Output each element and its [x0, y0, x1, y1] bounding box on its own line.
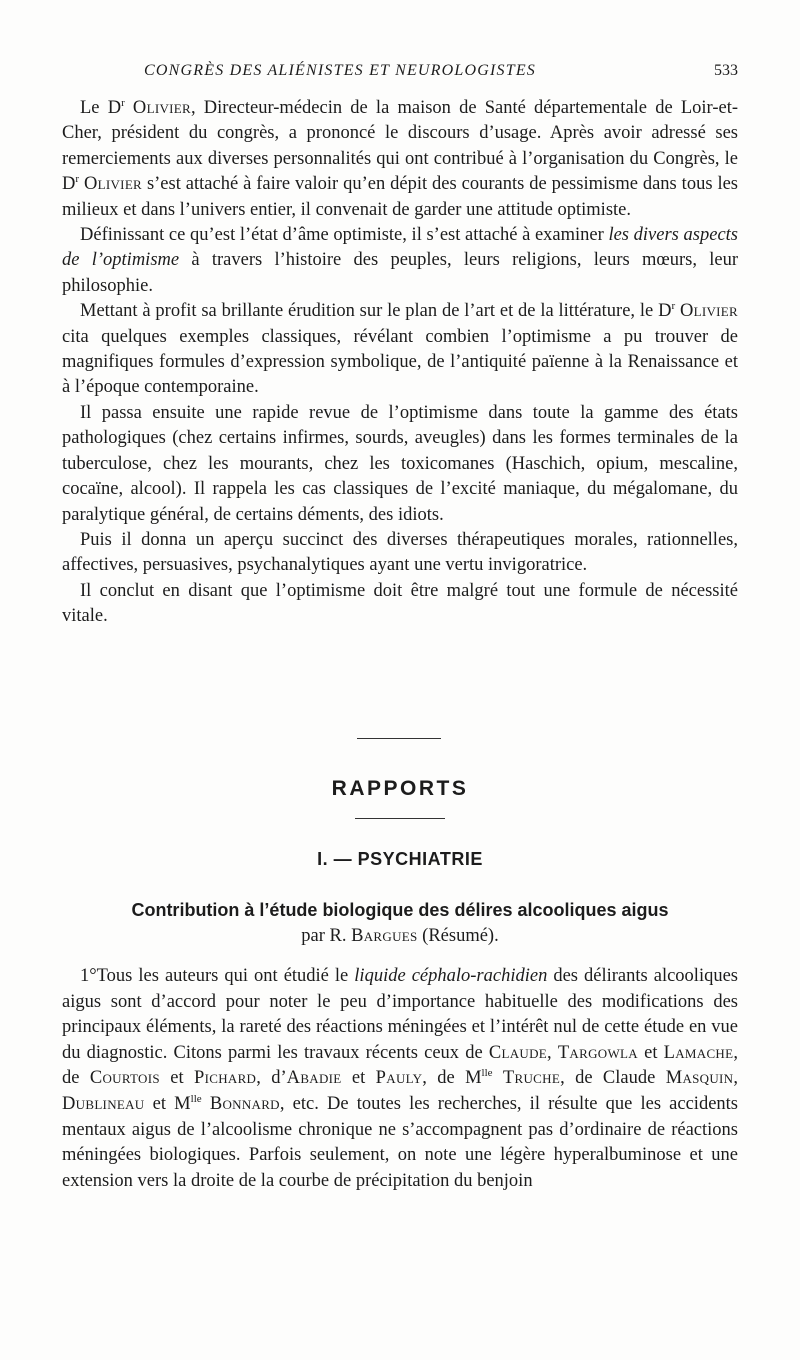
superscript: lle	[481, 1067, 493, 1080]
text-run: , etc. De toutes les recherches, il résulte que les accidents mentaux aigus de l’alcoolisme chronique ne s’accompagnent pas d’ordinaire de réactions méningées biologiques. Parfois seulement, on note une légère hyperalbuminose et une extension vers la droite de la courbe de précipitation du benjoin	[62, 1093, 739, 1191]
subsection-heading: I. — PSYCHIATRIE	[317, 849, 483, 869]
italic-text: les divers aspects de l’optimisme	[62, 225, 738, 271]
text-run: s’est attaché à faire valoir qu’en dépit des courants de pessimisme dans tous les milieux et dans l’univers entier, il convenait de garder une attitude optimiste.	[62, 174, 738, 220]
text-run: et	[637, 1042, 664, 1063]
text-run: à travers l’histoire des peuples, leurs religions, leurs mœurs, leur philosophie.	[62, 250, 739, 296]
running-head	[62, 62, 738, 86]
text-run: 1°Tous les auteurs qui ont étudié le	[80, 966, 355, 986]
paragraph	[62, 96, 738, 223]
paragraph	[62, 528, 738, 579]
paragraph	[62, 964, 738, 1194]
italic-text: liquide céphalo-rachidien	[354, 966, 548, 986]
text-run: ,	[547, 1042, 558, 1063]
superscript: r	[75, 173, 80, 186]
text-run: Il passa ensuite une rapide revue de l’optimisme dans toute la gamme des états pathologiques (chez certains infirmes, sourds, aveugles) dans les formes terminales de la tuberculose, chez les mourants, chez les toxicomanes (Haschich, opium, mescaline, cocaïne, alcool). Il rappela les cas classiques de l’excité maniaque, du mégalomane, du paralytique général, de certains déments, des idiots.	[62, 402, 738, 525]
superscript: r	[671, 300, 676, 313]
text-run: et M	[144, 1093, 191, 1114]
paragraph	[62, 401, 738, 528]
running-head-title: CONGRÈS DES ALIÉNISTES ET NEUROLOGISTES	[144, 62, 537, 79]
text-run: des délirants alcooliques aigus sont d’accord pour noter le peu d’importance habituelle des modifications des principaux éléments, la rareté des réactions méningées et l’intérêt nul de cette étude en vue du diagnostic. Citons parmi les travaux récents ceux de	[62, 966, 738, 1063]
name-small-caps: Lamache	[663, 1042, 734, 1063]
name-small-caps: Bonnard	[209, 1093, 280, 1114]
section-heading: RAPPORTS	[331, 777, 469, 800]
paragraph	[62, 223, 738, 299]
name-small-caps: Truche	[502, 1068, 561, 1089]
text-run: , Directeur-médecin de la maison de Santé départementale de Loir-et-Cher, président du congrès, a prononcé le discours d’usage. Après avoir adressé ses remerciements aux diverses personnalités qui ont contribué à l’organisation du Congrès, le D	[62, 98, 738, 195]
page-number: 533	[714, 62, 738, 79]
report-text	[62, 96, 738, 630]
separator-rule	[357, 738, 441, 739]
text-run: , de M	[422, 1068, 482, 1089]
name-small-caps: Courtois	[89, 1068, 160, 1089]
text-run: , d’	[256, 1068, 287, 1089]
name-small-caps: Pichard	[194, 1068, 257, 1089]
article-text	[62, 964, 738, 1194]
text-run: et	[341, 1068, 376, 1089]
text-run: cita quelques exemples classiques, révélant combien l’optimisme a pu trouver de magnifiques formules d’expression symbolique, de l’antiquité païenne à la Renaissance et à l’époque contemporaine.	[62, 326, 738, 398]
superscript: r	[121, 97, 125, 109]
name-small-caps: Pauly	[375, 1068, 423, 1089]
text-run	[493, 1068, 503, 1088]
byline-author: Bargues	[351, 926, 418, 946]
superscript: lle	[190, 1092, 202, 1105]
section-heading-underline	[355, 818, 445, 819]
paragraph	[62, 299, 738, 401]
text-run: ,	[733, 1068, 738, 1089]
text-run: , de Claude	[560, 1068, 666, 1089]
text-run	[202, 1094, 210, 1114]
text-run: Le D	[80, 98, 122, 118]
byline-suffix: (Résumé).	[417, 926, 499, 946]
text-run	[125, 98, 133, 118]
text-run: Puis il donna un aperçu succinct des diverses thérapeutiques morales, rationnelles, affectives, persuasives, psychanalytiques ayant une vertu invigoratrice.	[62, 529, 738, 576]
name-small-caps: Olivier	[679, 301, 738, 322]
name-small-caps: Abadie	[286, 1068, 342, 1089]
byline-prefix: par R.	[301, 926, 352, 946]
text-run: Mettant à profit sa brillante érudition sur le plan de l’art et de la littérature, le D	[80, 301, 672, 322]
name-small-caps: Claude	[488, 1042, 548, 1063]
text-run: , de	[62, 1042, 738, 1089]
text-run: et	[159, 1068, 195, 1089]
name-small-caps: Dublineau	[62, 1093, 145, 1114]
name-small-caps: Targowla	[557, 1042, 638, 1063]
text-run: Définissant ce qu’est l’état d’âme optimiste, il s’est attaché à examiner	[80, 225, 609, 246]
text-run: Il conclut en disant que l’optimisme doit être malgré tout une formule de nécessité vitale.	[62, 580, 738, 627]
article-byline	[0, 926, 800, 947]
name-small-caps: Olivier	[132, 98, 191, 118]
name-small-caps: Masquin	[665, 1068, 734, 1089]
article-title: Contribution à l’étude biologique des délires alcooliques aigus	[131, 900, 669, 920]
paragraph	[62, 579, 738, 630]
name-small-caps: Olivier	[83, 174, 143, 195]
